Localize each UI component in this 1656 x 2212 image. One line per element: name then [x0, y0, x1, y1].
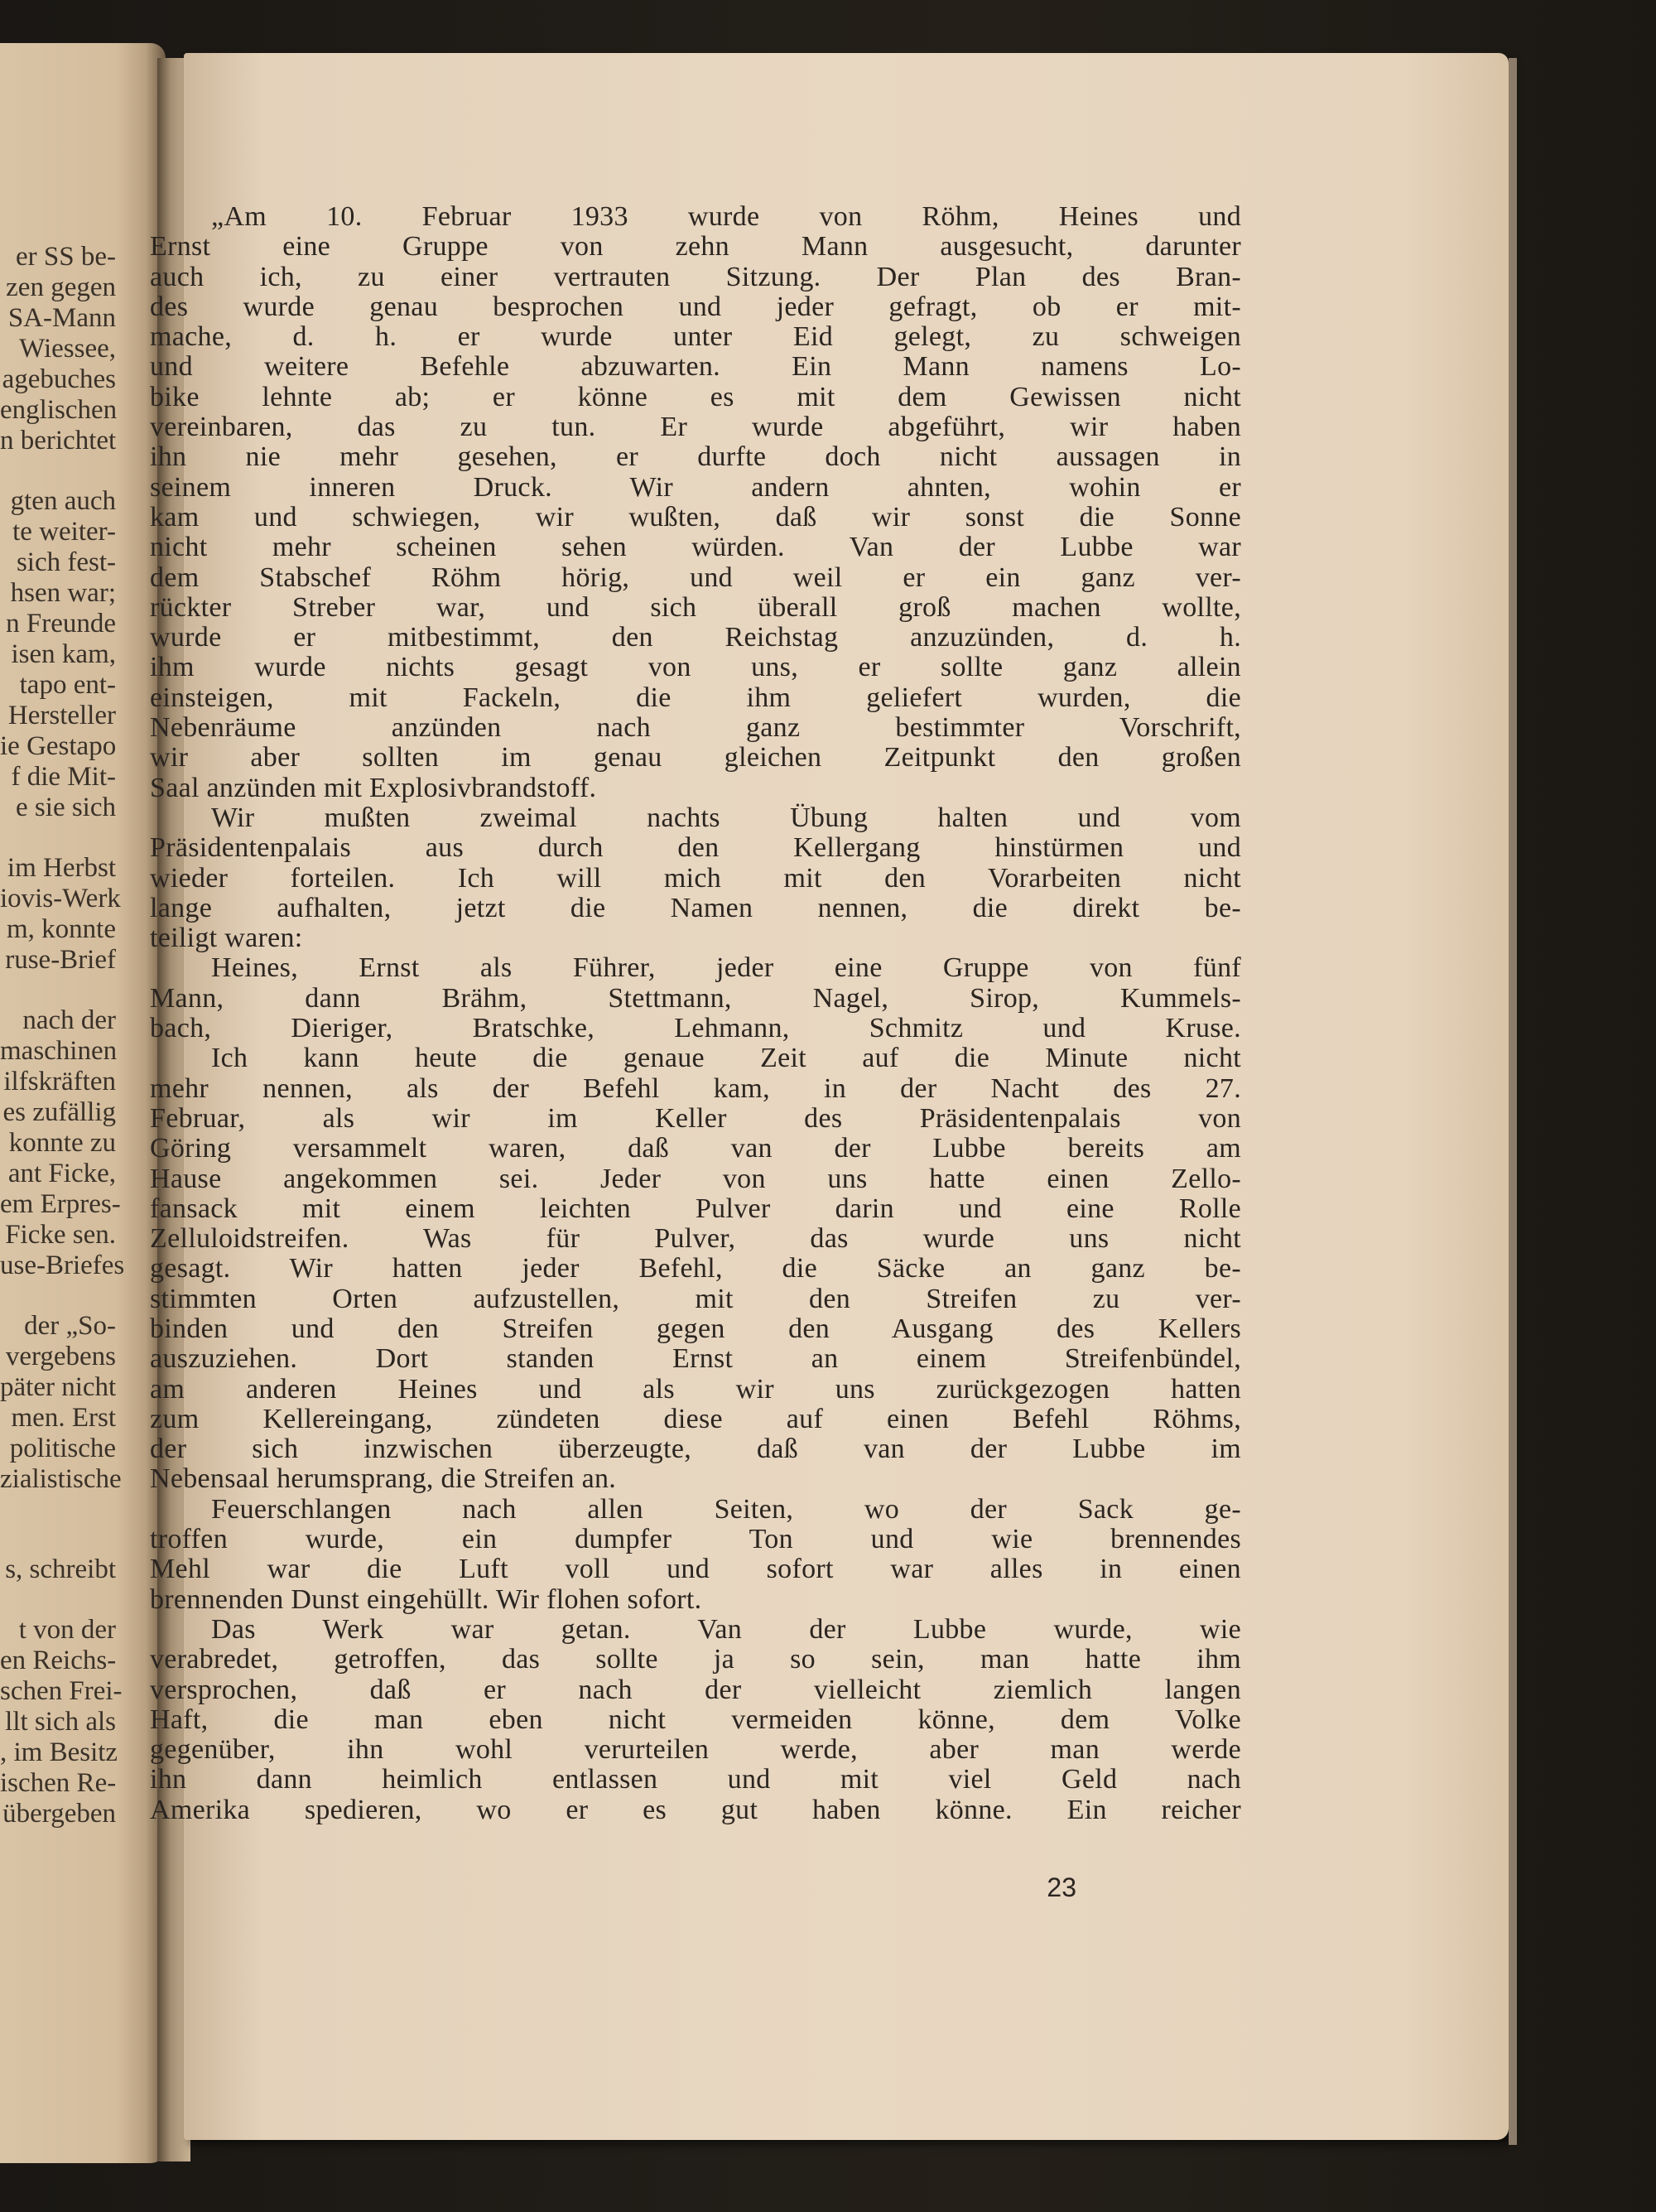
- page-edge: [1509, 58, 1517, 2145]
- left-page-line: sich fest-: [16, 547, 116, 577]
- left-page-gap: [0, 976, 149, 1005]
- text-line: troffen wurde, ein dumpfer Ton und wie brennendes: [150, 1524, 1241, 1555]
- left-page-line: e sie sich: [16, 793, 116, 822]
- text-line: kam und schwiegen, wir wußten, daß wir sonst die Sonne: [150, 501, 1241, 533]
- left-page-line: politische: [9, 1434, 116, 1463]
- text-line: binden und den Streifen gegen den Ausgang des Kellers: [150, 1313, 1241, 1344]
- left-page-line: hsen war;: [10, 578, 116, 608]
- left-page-line: llt sich als: [5, 1707, 116, 1737]
- text-line: Nebensaal herumsprang, die Streifen an.: [150, 1463, 617, 1495]
- text-line: gegenüber, ihn wohl verurteilen werde, aber man werde: [150, 1734, 1241, 1766]
- left-page-line: übergeben: [2, 1799, 116, 1829]
- text-line: Ernst eine Gruppe von zehn Mann ausgesucht, darunter: [150, 231, 1241, 263]
- text-line: vereinbaren, das zu tun. Er wurde abgeführt, wir haben: [150, 412, 1241, 443]
- left-page-text: [0, 242, 149, 1829]
- text-line: auszuziehen. Dort standen Ernst an einem Streifenbündel,: [150, 1343, 1241, 1375]
- text-line: Feuerschlangen nach allen Seiten, wo der Sack ge-: [211, 1493, 1241, 1525]
- left-page-gap: [0, 1525, 149, 1554]
- text-line: Ich kann heute die genaue Zeit auf die Minute nicht: [211, 1043, 1241, 1074]
- text-line: teiligt waren:: [150, 923, 303, 954]
- text-line: am anderen Heines und als wir uns zurückgezogen hatten: [150, 1373, 1241, 1405]
- text-line: Saal anzünden mit Explosivbrandstoff.: [150, 772, 597, 803]
- text-line: fansack mit einem leichten Pulver darin und eine Rolle: [150, 1193, 1241, 1224]
- left-page-line: ilfskräften: [3, 1067, 116, 1096]
- text-line: der sich inzwischen überzeugte, daß van der Lubbe im: [150, 1434, 1241, 1465]
- text-line: verabredet, getroffen, das sollte ja so sein, man hatte ihm: [150, 1644, 1241, 1675]
- text-line: Das Werk war getan. Van der Lubbe wurde, wie: [211, 1613, 1241, 1645]
- left-page-line: men. Erst: [11, 1403, 116, 1433]
- left-page-line: t von der: [18, 1615, 116, 1645]
- text-line: zum Kellereingang, zündeten diese auf einen Befehl Röhms,: [150, 1403, 1241, 1434]
- left-page-line: er SS be-: [16, 242, 116, 272]
- text-line: und weitere Befehle abzuwarten. Ein Mann namens Lo-: [150, 351, 1241, 383]
- left-page-line: maschinen: [0, 1036, 118, 1066]
- text-line: Heines, Ernst als Führer, jeder eine Gruppe von fünf: [211, 952, 1241, 984]
- text-line: Mann, dann Brähm, Stettmann, Nagel, Sirop, Kummels-: [150, 982, 1241, 1014]
- left-page-line: te weiter-: [12, 517, 116, 547]
- left-page-line: em Erpres-: [0, 1189, 121, 1219]
- left-page-line: konnte zu: [8, 1128, 116, 1158]
- text-line: versprochen, daß er nach der vielleicht ziemlich langen: [150, 1674, 1241, 1705]
- text-line: gesagt. Wir hatten jeder Befehl, die Säcke an ganz be-: [150, 1253, 1241, 1284]
- page-number: 23: [1047, 1872, 1076, 1902]
- left-page-line: use-Briefes: [0, 1251, 125, 1280]
- text-line: seinem inneren Druck. Wir andern ahnten, wohin er: [150, 471, 1241, 503]
- text-line: Wir mußten zweimal nachts Übung halten und vom: [211, 802, 1241, 833]
- left-page-line: es zufällig: [2, 1097, 116, 1127]
- left-page-gap: [0, 823, 149, 853]
- text-line: bach, Dieriger, Bratschke, Lehmann, Schmitz und Kruse.: [150, 1013, 1241, 1044]
- text-line: lange aufhalten, jetzt die Namen nennen, die direkt be-: [150, 892, 1241, 923]
- left-page-line: Ficke sen.: [5, 1220, 116, 1250]
- left-page-line: SA-Mann: [7, 303, 116, 333]
- left-page-line: Hersteller: [7, 701, 116, 730]
- left-page-gap: [0, 456, 149, 486]
- text-line: einsteigen, mit Fackeln, die ihm geliefert wurden, die: [150, 682, 1241, 713]
- left-page-line: ie Gestapo: [0, 731, 117, 761]
- left-page-line: , im Besitz: [0, 1737, 118, 1767]
- left-page-line: f die Mit-: [11, 762, 116, 792]
- left-page-line: isen kam,: [11, 639, 116, 669]
- left-page-line: vergebens: [5, 1342, 116, 1371]
- left-page-gap: [0, 1585, 149, 1615]
- text-line: stimmten Orten aufzustellen, mit den Streifen zu ver-: [150, 1283, 1241, 1314]
- text-line: dem Stabschef Röhm hörig, und weil er ein ganz ver-: [150, 561, 1241, 593]
- left-page-gap: [0, 1495, 149, 1525]
- left-page-line: englischen: [0, 395, 118, 425]
- left-page-line: schen Frei-: [0, 1676, 123, 1706]
- text-line: wieder forteilen. Ich will mich mit den Vorarbeiten nicht: [150, 862, 1241, 894]
- left-page-line: der „So-: [24, 1311, 116, 1341]
- body-text: [150, 202, 1241, 1825]
- left-page-line: n berichtet: [0, 426, 117, 455]
- left-page-line: zialistische: [0, 1464, 122, 1494]
- text-line: bike lehnte ab; er könne es mit dem Gewissen nicht: [150, 381, 1241, 412]
- left-page-line: tapo ent-: [19, 670, 116, 700]
- text-line: ihn nie mehr gesehen, er durfte doch nicht aussagen in: [150, 441, 1241, 473]
- left-page-line: ant Ficke,: [7, 1159, 116, 1188]
- text-line: rückter Streber war, und sich überall groß machen wollte,: [150, 591, 1241, 623]
- left-page-line: n Freunde: [6, 609, 116, 639]
- text-line: Mehl war die Luft voll und sofort war alles in einen: [150, 1554, 1241, 1585]
- left-page-line: ruse-Brief: [5, 945, 116, 975]
- text-line: ihn dann heimlich entlassen und mit viel Geld nach: [150, 1764, 1241, 1795]
- left-page-line: iovis-Werk: [0, 884, 121, 913]
- text-line: mehr nennen, als der Befehl kam, in der Nacht des 27.: [150, 1072, 1241, 1104]
- text-line: Göring versammelt waren, daß van der Lubbe bereits am: [150, 1133, 1241, 1164]
- text-line: „Am 10. Februar 1933 wurde von Röhm, Heines und: [211, 201, 1241, 232]
- left-page-line: en Reichs-: [0, 1646, 117, 1675]
- text-line: nicht mehr scheinen sehen würden. Van der Lubbe war: [150, 532, 1241, 563]
- left-page-line: päter nicht: [0, 1372, 117, 1402]
- left-page-line: ischen Re-: [0, 1768, 117, 1798]
- left-page-line: s, schreibt: [5, 1554, 116, 1584]
- left-page-line: zen gegen: [6, 272, 116, 302]
- text-line: Nebenräume anzünden nach ganz bestimmter Vorschrift,: [150, 712, 1241, 744]
- text-line: wir aber sollten im genau gleichen Zeitpunkt den großen: [150, 742, 1241, 773]
- left-facing-page: [0, 43, 166, 2163]
- text-line: Hause angekommen sei. Jeder von uns hatte einen Zello-: [150, 1163, 1241, 1194]
- left-page-line: m, konnte: [7, 914, 116, 944]
- text-line: ihm wurde nichts gesagt von uns, er sollte ganz allein: [150, 652, 1241, 683]
- text-line: auch ich, zu einer vertrauten Sitzung. Der Plan des Bran-: [150, 261, 1241, 292]
- left-page-line: im Herbst: [7, 853, 116, 883]
- text-line: wurde er mitbestimmt, den Reichstag anzuzünden, d. h.: [150, 622, 1241, 653]
- text-line: Februar, als wir im Keller des Präsidentenpalais von: [150, 1102, 1241, 1134]
- text-line: mache, d. h. er wurde unter Eid gelegt, zu schweigen: [150, 321, 1241, 353]
- left-page-line: agebuches: [2, 364, 116, 394]
- left-page-gap: [0, 1281, 149, 1311]
- left-page-line: nach der: [22, 1005, 116, 1035]
- text-line: des wurde genau besprochen und jeder gefragt, ob er mit-: [150, 291, 1241, 322]
- text-line: Zelluloidstreifen. Was für Pulver, das wurde uns nicht: [150, 1223, 1241, 1255]
- text-line: Präsidentenpalais aus durch den Kellergang hinstürmen und: [150, 832, 1241, 864]
- text-line: brennenden Dunst eingehüllt. Wir flohen sofort.: [150, 1583, 702, 1615]
- text-line: Haft, die man eben nicht vermeiden könne, dem Volke: [150, 1704, 1241, 1735]
- text-line: Amerika spedieren, wo er es gut haben könne. Ein reicher: [150, 1794, 1241, 1825]
- left-page-line: Wiessee,: [19, 334, 116, 364]
- left-page-line: gten auch: [10, 486, 116, 516]
